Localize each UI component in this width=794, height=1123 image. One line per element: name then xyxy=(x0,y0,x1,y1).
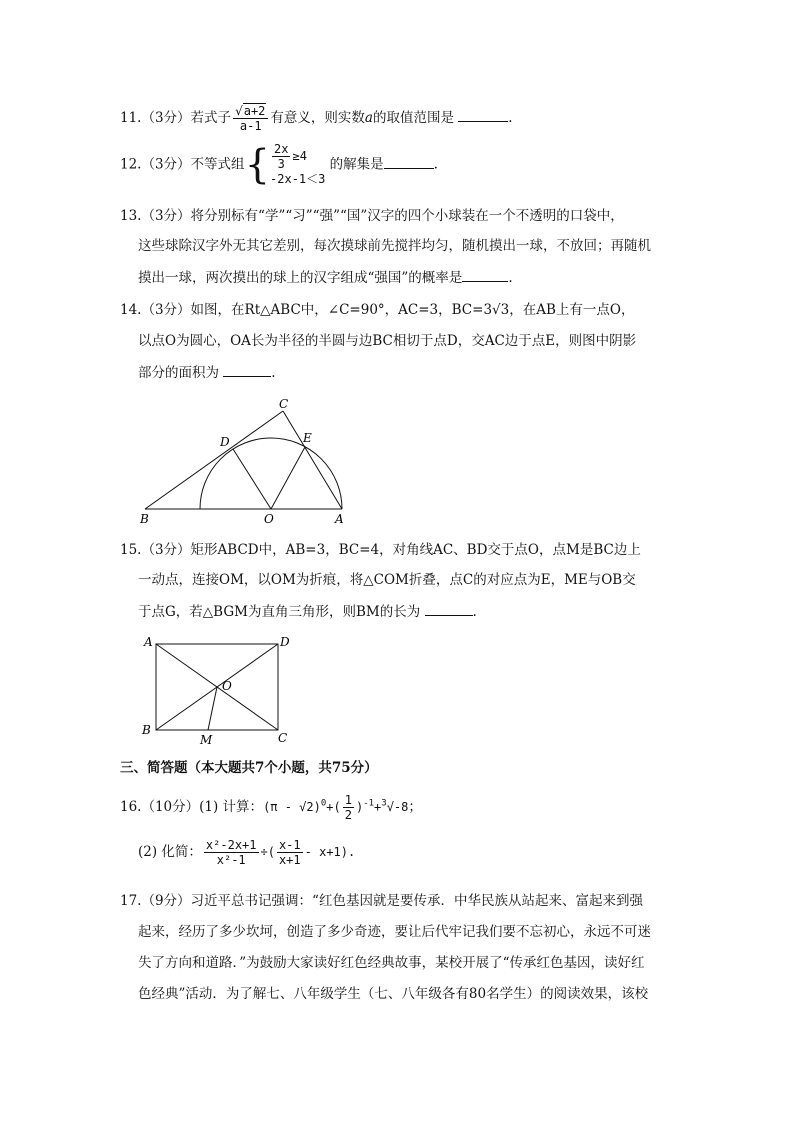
label-B: B xyxy=(142,723,151,737)
label-M: M xyxy=(200,733,213,747)
q12-system xyxy=(270,142,325,188)
q14-line3-text: 部分的面积为 xyxy=(138,365,219,381)
q17-line2: 起来，经历了多少坎坷，创造了多少奇迹，要让后代牢记我们要不忘初心，永远不可迷 xyxy=(138,924,651,940)
q17-line4: 色经典”活动．为了解七、八年级学生（七、八年级各有80名学生）的阅读效果，该校 xyxy=(138,986,649,1002)
sqrt-sign: √ xyxy=(235,104,243,118)
segment-OM xyxy=(208,687,217,730)
q16-part2-inner-den: x+1 xyxy=(278,853,301,867)
q14-line3 xyxy=(138,362,276,383)
q16-part2-prefix: (2) 化简： xyxy=(138,844,202,860)
q16-half-num: 1 xyxy=(344,793,352,807)
q13-line2: 这些球除汉字外无其它差别，每次摸球前先搅拌均匀，随机摸出一球，不放回；再随机 xyxy=(138,238,651,254)
label-C: C xyxy=(279,397,289,411)
segment-OD xyxy=(233,449,271,509)
segment-BC xyxy=(145,411,283,509)
q16-part2-inner-num: x-1 xyxy=(278,838,301,852)
q16-part1-prefix: 16.（10分）(1) 计算： xyxy=(120,799,264,815)
q16-exp0: 0 xyxy=(320,798,327,809)
q16-close: ) xyxy=(355,800,364,814)
q11-suffix: 有意义，则实数 xyxy=(270,110,365,126)
q12-ineq1-num: 2x xyxy=(274,142,289,156)
q15-answer-blank[interactable] xyxy=(425,601,473,616)
q16-expr-a: (π - √2) xyxy=(263,800,321,814)
q13-line1: 13.（3分）将分别标有“学”“习”“强”“国”汉字的四个小球装在一个不透明的口袋中， xyxy=(120,208,624,224)
q12-answer-blank[interactable] xyxy=(384,154,434,169)
q16-part2 xyxy=(138,838,355,867)
q16-root: √-8 xyxy=(386,800,409,814)
q16-root-index: 3 xyxy=(381,798,387,809)
q11-suffix2: 的取值范围是 xyxy=(372,110,454,126)
q17-line1: 17.（9分）习近平总书记强调：“红色基因就是要传承．中华民族从站起来、富起来到强 xyxy=(120,893,643,909)
q14-line2: 以点O为圆心，OA长为半径的半圆与边BC相切于点D，交AC边于点E，则图中阴影 xyxy=(138,333,637,349)
q14-answer-blank[interactable] xyxy=(223,362,271,377)
q14-line1: 14.（3分）如图，在Rt△ABC中，∠C=90°，AC=3，BC=3√3，在AB上有一点O， xyxy=(120,302,635,318)
q12-ineq1-den: 3 xyxy=(277,157,285,171)
q16-part2-div: ÷( xyxy=(260,845,275,859)
q16-half-den: 2 xyxy=(344,808,352,822)
q13-end: . xyxy=(508,270,513,286)
label-A: A xyxy=(144,635,153,649)
q12 xyxy=(120,142,438,188)
q14-figure xyxy=(130,392,360,527)
brace-icon: { xyxy=(244,142,271,188)
q11-denominator: a-1 xyxy=(239,119,262,133)
q13-line3-text: 摸出一球，两次摸出的球上的汉字组成“强国”的概率是 xyxy=(138,270,463,286)
q15-end: . xyxy=(472,604,477,620)
q11-fraction xyxy=(233,104,268,133)
q16-part2-num: x²-2x+1 xyxy=(205,838,257,852)
q15-line3-text: 于点G，若△BGM为直角三角形，则BM的长为 xyxy=(138,604,421,620)
label-D: D xyxy=(280,635,290,649)
label-C: C xyxy=(278,731,288,745)
q12-end: . xyxy=(433,156,438,173)
q15-line1: 15.（3分）矩形ABCD中，AB=3，BC=4，对角线AC、BD交于点O，点M是BC边上 xyxy=(120,542,641,558)
q17-line3: 失了方向和道路．”为鼓励大家读好红色经典故事，某校开展了“传承红色基因，读好红 xyxy=(138,955,645,971)
q11-answer-blank[interactable] xyxy=(458,107,508,122)
label-D: D xyxy=(220,435,230,449)
q16-exp-neg1: -1 xyxy=(363,798,375,809)
q16-part1-end: ； xyxy=(408,799,422,815)
q12-ineq1-rel: ≥4 xyxy=(292,149,307,163)
label-O: O xyxy=(264,512,274,526)
label-O: O xyxy=(222,679,232,693)
q16-part2-den: x²-1 xyxy=(216,853,246,867)
q14-end: . xyxy=(271,365,276,381)
q13-answer-blank[interactable] xyxy=(462,267,508,282)
q16-part1: 16.（10分）(1) 计算：(π - √2)$^0$+( $\frac{1}{2}$ )$^{-1}$+$^3$√-8； xyxy=(120,793,422,822)
q11 xyxy=(120,104,513,133)
q11-end: . xyxy=(508,110,513,126)
q15-line3 xyxy=(138,601,477,622)
q11-numerator: a+2 xyxy=(243,104,266,118)
segment-OE xyxy=(271,447,305,509)
label-B: B xyxy=(140,512,149,526)
label-A: A xyxy=(335,512,344,526)
q12-prefix: 12.（3分）不等式组 xyxy=(120,156,245,173)
q12-suffix: 的解集是 xyxy=(329,156,384,173)
q16-plus: +( xyxy=(326,800,341,814)
q11-var: a xyxy=(364,110,373,126)
q15-figure xyxy=(140,632,300,747)
q15-line2: 一动点，连接OM，以OM为折痕，将△COM折叠，点C的对应点为E，ME与OB交 xyxy=(138,572,636,588)
q16-part2-tail: - x+1). xyxy=(304,845,356,859)
q12-ineq2: -2x-1＜3 xyxy=(270,172,326,186)
segment-CA xyxy=(283,411,342,509)
q13-line3 xyxy=(138,267,513,288)
section-title: 三、简答题（本大题共7个小题，共75分） xyxy=(120,760,378,776)
label-E: E xyxy=(303,431,312,445)
q11-prefix: 11.（3分）若式子 xyxy=(120,110,232,126)
